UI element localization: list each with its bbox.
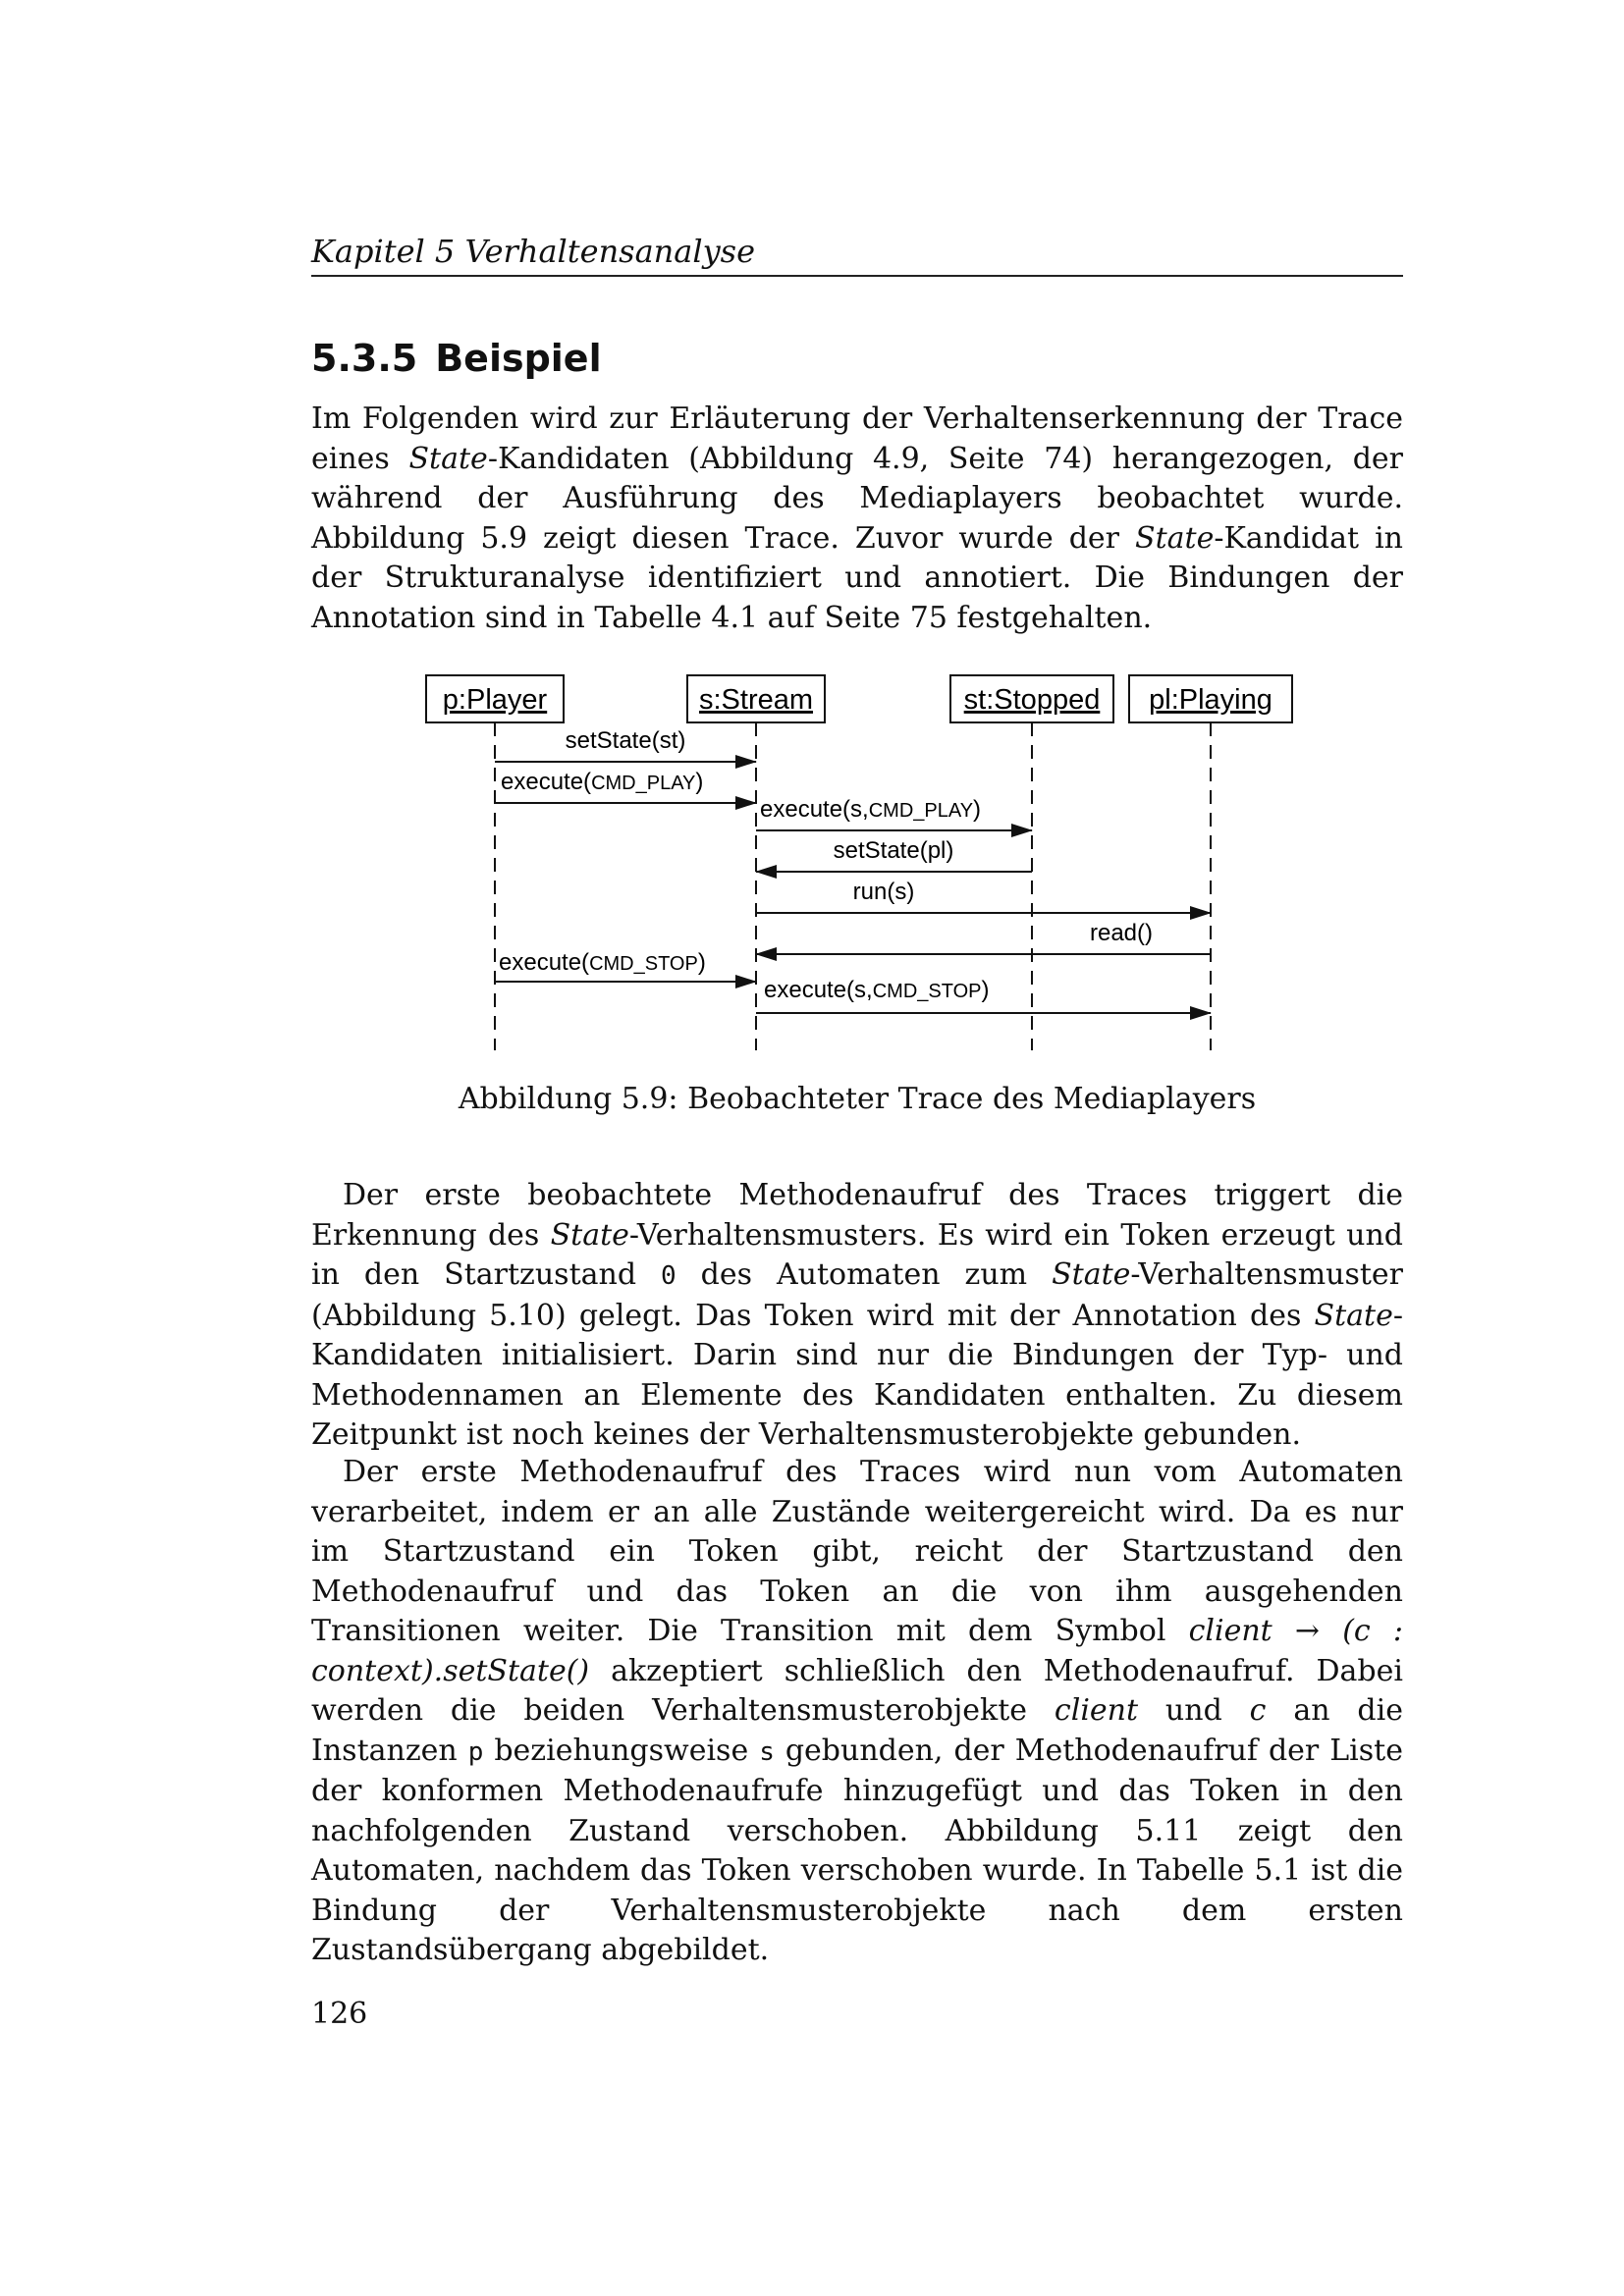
svg-text:setState(st): setState(st) [565, 727, 686, 754]
message-execute-cmd-play [495, 769, 756, 803]
svg-text:run(s): run(s) [852, 879, 915, 905]
lifeline-playing-label: pl:Playing [1149, 684, 1272, 716]
section-heading [311, 334, 602, 383]
svg-text:setState(pl): setState(pl) [833, 837, 954, 864]
lifeline-player-label: p:Player [442, 684, 548, 716]
state-term: State [1314, 1298, 1393, 1333]
lifeline-player [426, 675, 564, 1050]
svg-text:execute(s,CMD_STOP): execute(s,CMD_STOP) [764, 977, 990, 1003]
var-c: c [1249, 1693, 1267, 1728]
section-title: Beispiel [435, 337, 602, 380]
message-execute-s-cmd-stop [756, 977, 1211, 1013]
running-header: Kapitel 5 Verhaltensanalyse [311, 228, 1403, 277]
var-client: client [1054, 1693, 1139, 1728]
message-run-s [756, 879, 1211, 913]
lifeline-stopped-label: st:Stopped [963, 684, 1101, 716]
figure-caption: Abbildung 5.9: Beobachteter Trace des Mediaplayers [458, 1082, 1257, 1116]
state-term: State [408, 441, 488, 476]
page-number: 126 [311, 1997, 368, 2031]
paragraph-token: Der erste beobachtete Methodenaufruf des Traces triggert die Erkennung des State-Verhaltensmusters. Es wird ein Token erzeugt und in den Startzustand 0 des Automaten zum State-Verhaltensmuster (Abbildung 5.10) gelegt. Das Token wird mit der Annotation des State-Kandidaten initialisiert. Darin sind nur die Bindungen der Typ- und Methodennamen an Elemente des Kandidaten enthalten. Zu diesem Zeitpunkt ist noch keines der Verhaltensmusterobjekte gebunden. [311, 1178, 1404, 1452]
formula: client → (c : context).setState() [311, 1614, 1403, 1688]
svg-text:execute(CMD_STOP): execute(CMD_STOP) [499, 949, 706, 976]
paragraph-transition: Der erste Methodenaufruf des Traces wird nun vom Automaten verarbeitet, indem er an alle Zustände weitergereicht wird. Da es nur im Startzustand ein Token gibt, reicht der Startzustand den Methodenaufruf und das Token an die von ihm ausgehenden Transitionen weiter. Die Transition mit dem Symbol client → (c : context).setState() akzeptiert schließlich den Methodenaufruf. Dabei werden die beiden Verhaltensmusterobjekte client und c an die Instanzen p beziehungsweise s gebunden, der Methodenaufruf der Liste der konformen Methodenaufrufe hinzugefügt und das Token in den nachfolgenden Zustand verschoben. Abbildung 5.11 zeigt den Automaten, nachdem das Token verschoben wurde. In Tabelle 5.1 ist die Bindung der Verhaltensmusterobjekte nach dem ersten Zustandsübergang abgebildet. [311, 1455, 1403, 1967]
lifeline-stream-label: s:Stream [698, 684, 814, 716]
sequence-diagram [412, 658, 1296, 1060]
code-0: 0 [661, 1261, 677, 1291]
message-read [756, 920, 1211, 954]
message-execute-s-cmd-play [756, 796, 1032, 830]
state-term: State [1135, 520, 1215, 556]
state-term: State [1052, 1257, 1131, 1292]
code-s: s [759, 1736, 775, 1767]
state-term: State [550, 1217, 629, 1253]
message-execute-cmd-stop [495, 949, 756, 982]
message-setstate-pl [756, 837, 1032, 872]
lifeline-playing [1129, 675, 1292, 1050]
message-setstate-st [495, 727, 756, 762]
paragraph-intro: Im Folgenden wird zur Erläuterung der Verhaltenserkennung der Trace eines State-Kandidaten (Abbildung 4.9, Seite 74) herangezogen, der während der Ausführung des Mediaplayers beobachtet wurde. Abbildung 5.9 zeigt diesen Trace. Zuvor wurde der State-Kandidat in der Strukturanalyse identifiziert und annotiert. Die Bindungen der Annotation sind in Tabelle 4.1 auf Seite 75 festgehalten. [311, 401, 1404, 635]
svg-text:execute(s,CMD_PLAY): execute(s,CMD_PLAY) [760, 796, 982, 823]
code-p: p [467, 1736, 484, 1767]
svg-text:execute(CMD_PLAY): execute(CMD_PLAY) [501, 769, 704, 795]
svg-text:read(): read() [1089, 920, 1154, 946]
section-number: 5.3.5 [311, 337, 418, 380]
